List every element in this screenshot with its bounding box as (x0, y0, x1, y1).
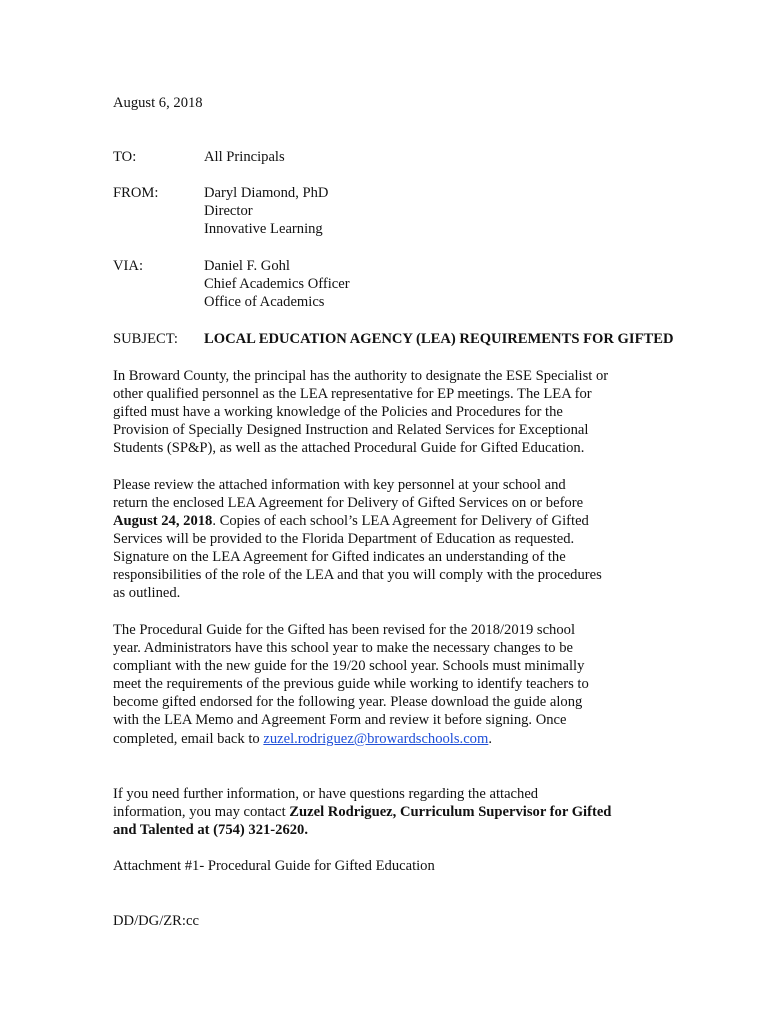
para4-line (113, 803, 611, 821)
from-title: Director (204, 203, 253, 219)
para3-line: year. Administrators have this school year to make the necessary changes to be (113, 640, 573, 656)
para1-line: Provision of Specially Designed Instruction and Related Services for Exceptional (113, 422, 589, 438)
contact-email-link[interactable]: zuzel.rodriguez@browardschools.com (263, 731, 489, 747)
para3-line (113, 730, 492, 748)
para1-line: In Broward County, the principal has the authority to designate the ESE Specialist or (113, 368, 609, 384)
para2-line: Please review the attached information with key personnel at your school and (113, 477, 566, 493)
via-department: Office of Academics (204, 294, 325, 310)
para1-line: Students (SP&P), as well as the attached Procedural Guide for Gifted Education. (113, 440, 585, 456)
para2-line: return the enclosed LEA Agreement for Delivery of Gifted Services on or before (113, 495, 584, 511)
deadline-date: August 24, 2018 (113, 513, 213, 529)
via-title: Chief Academics Officer (204, 276, 350, 292)
para3-line: The Procedural Guide for the Gifted has been revised for the 2018/2019 school (113, 622, 575, 638)
from-label: FROM: (113, 185, 159, 201)
para1-line: gifted must have a working knowledge of the Policies and Procedures for the (113, 404, 563, 420)
contact-name: Zuzel Rodriguez, Curriculum Supervisor for Gifted (289, 804, 612, 820)
para2-line: Services will be provided to the Florida Department of Education as requested. (113, 531, 575, 547)
para3-last-suffix: . (488, 731, 492, 747)
para2-line (113, 512, 589, 530)
para3-last-prefix: completed, email back to (113, 731, 264, 747)
para1-line: other qualified personnel as the LEA representative for EP meetings. The LEA for (113, 386, 592, 402)
memo-initials: DD/DG/ZR:cc (113, 913, 199, 929)
para3-line: compliant with the new guide for the 19/20 school year. Schools must minimally (113, 658, 585, 674)
contact-phone: and Talented at (754) 321-2620. (113, 822, 309, 838)
from-name: Daryl Diamond, PhD (204, 185, 329, 201)
subject-value: LOCAL EDUCATION AGENCY (LEA) REQUIREMENTS FOR GIFTED (204, 331, 674, 347)
to-label: TO: (113, 149, 137, 165)
para3-line: with the LEA Memo and Agreement Form and review it before signing. Once (113, 712, 567, 728)
para2-line: as outlined. (113, 585, 181, 601)
to-value: All Principals (204, 149, 285, 165)
memo-date: August 6, 2018 (113, 95, 203, 111)
para3-line: meet the requirements of the previous guide while working to identify teachers to (113, 676, 589, 692)
via-label: VIA: (113, 258, 143, 274)
para3-line: become gifted endorsed for the following year. Please download the guide along (113, 694, 583, 710)
para2-line: Signature on the LEA Agreement for Gifted indicates an understanding of the (113, 549, 566, 565)
subject-label: SUBJECT: (113, 331, 178, 347)
para2-line: responsibilities of the role of the LEA and that you will comply with the procedures (113, 567, 602, 583)
via-name: Daniel F. Gohl (204, 258, 290, 274)
from-department: Innovative Learning (204, 221, 323, 237)
para4-prefix: information, you may contact (113, 804, 290, 820)
para2-line-rest: . Copies of each school’s LEA Agreement for Delivery of Gifted (212, 513, 589, 529)
para4-line: If you need further information, or have questions regarding the attached (113, 786, 539, 802)
attachment-line: Attachment #1- Procedural Guide for Gifted Education (113, 858, 435, 874)
